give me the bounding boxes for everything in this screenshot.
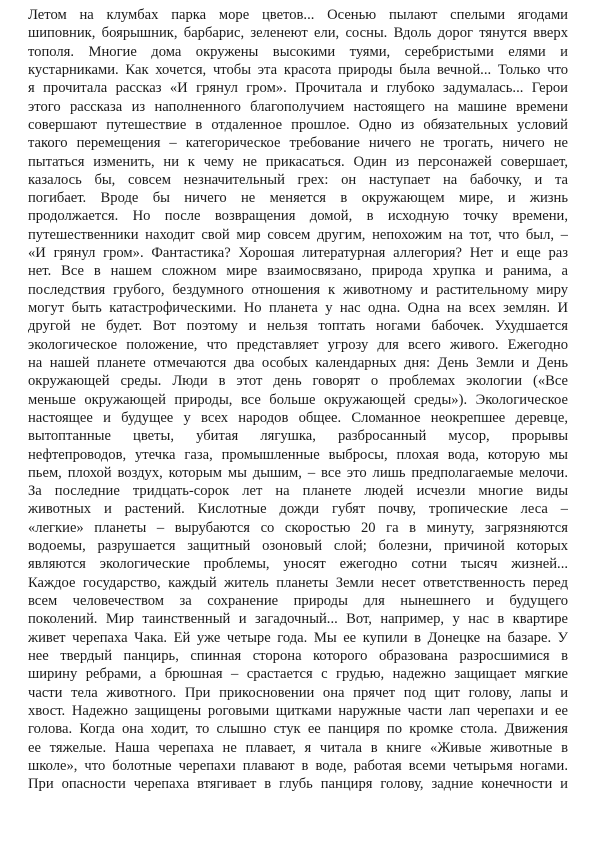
text-line: водоемы, разрушается защитный озоновый слой; болезни, причиной которых [28,538,568,555]
text-line: Каждое государство, каждый житель планеты Земли несет ответственность перед [28,574,568,591]
text-line: настоящее и будущее у всех народов общее. Сломанное неокрепшее деревце, [28,409,568,426]
text-line: При опасности черепаха втягивает в глубь панциря голову, задние конечности и [28,776,568,793]
text-line: могут быть катастрофическими. Но планета у нас одна. Одна на всех землян. И [28,300,568,316]
text-line: нее твердый панцирь, спинная сторона которого образована разросшимися в [28,647,568,664]
text-line: такого перемещения – категорическое требование ничего не трогать, ничего не [28,135,568,152]
text-line: путешественники находит свой мир совсем другим, непохожим на тот, что был, – [28,226,568,243]
text-line: части тела животного. При прикосновении она прячет под щит голову, лапы и [28,684,568,701]
text-line: окружающей среды. Люди в этот день говорят о проблемах экологии («Все [28,373,568,390]
text-line: «И грянул гром». Фантастика? Хорошая литературная аллегория? Нет и еще раз [28,245,568,262]
text-line: живет черепаха Чака. Ей уже четыре года. Мы ее купили в Донецке на базаре. У [28,629,568,646]
text-line: тополя. Многие дома окружены высокими туями, серебристыми елями и [28,43,568,60]
text-line: голова. Когда она ходит, то слышно стук ее панциря по кромке стола. Движения [28,721,568,738]
text-line: меньше окружающей природы, все больше окружающей среды»). Экологическое [28,391,568,408]
text-line: нет. Все в нашем сложном мире взаимосвязано, природа хрупка и ранима, а [28,263,568,280]
text-line: продолжается. Но после возвращения домой, в исходную точку времени, [28,208,568,225]
text-line: животных и растений. Кислотные дожди губят почву, тропические леса – [28,501,568,518]
text-line: хвост. Надежно защищены роговыми щитками наружные части лап черепахи и ее [28,702,568,719]
text-line: на нашей планете отмечаются два особых календарных дня: День Земли и День [28,354,568,371]
text-line: последствия грубого, бездумного отношения к животному и растительному миру [28,281,568,298]
text-line: нефтепроводов, утечка газа, промышленные выбросы, плохая вода, которую мы [28,446,568,463]
text-line: являются экологические проблемы, уносят ежегодно сотни тысяч жизней... [28,556,568,573]
text-line: я прочитала рассказ «И грянул гром». Прочитала и глубоко задумалась... Герои [28,80,568,97]
text-line: погибает. Вроде бы ничего не меняется в окружающем мире, и жизнь [28,190,568,207]
text-line: ширину ребрами, а брюшная – срастается с грудью, надежно защищает мягкие [28,666,568,683]
text-line: всем человечеством за сохранение природы для нынешнего и будущего [28,593,568,609]
text-line: шиповник, боярышник, барбарис, зеленеют ели, сосны. Вдоль дорог тянутся вверх [28,25,568,42]
text-line: ее тяжелые. Наша черепаха не плавает, я читала в книге «Живые животные в [28,739,568,756]
text-line: «легкие» планеты – вырубаются со скоростью 20 га в минуту, загрязняются [28,519,568,536]
text-line: казалось бы, совсем незначительный грех: он наступает на бабочку, и та [28,171,568,188]
text-line: этого рассказа из наполненного благополучием настоящего на машине времени [28,98,568,115]
text-line: пьем, плохой воздух, которым мы дышим, – все это лишь предполагаемые мелочи. [28,464,568,481]
text-line: вытоптанные цветы, убитая лягушка, разбросанный мусор, прорывы [28,428,568,445]
text-line: школе», что болотные черепахи плавают в воде, работая всеми четырьмя ногами. [28,757,568,774]
text-line: За последние тридцать-сорок лет на планете людей исчезли многие виды [28,483,568,500]
text-line: совершают путешествие в отдаленное прошлое. Одно из обязательных условий [28,116,568,133]
document-body [28,6,568,793]
text-line: кустарниками. Как хочется, чтобы эта красота природы была вечной... Только что [28,61,568,78]
text-line: другой не будет. Вот поэтому и нельзя топтать ногами бабочек. Ухудшается [28,318,568,335]
text-line: пытаться изменить, ни к чему не прикасаться. Один из персонажей совершает, [28,153,568,170]
text-line: поколений. Мир таинственный и загадочный... Вот, например, у нас в квартире [28,611,568,628]
text-line: экологическое положение, что представляет угрозу для всего живого. Ежегодно [28,336,568,353]
text-line: Летом на клумбах парка море цветов... Осенью пылают спелыми ягодами [28,7,568,23]
